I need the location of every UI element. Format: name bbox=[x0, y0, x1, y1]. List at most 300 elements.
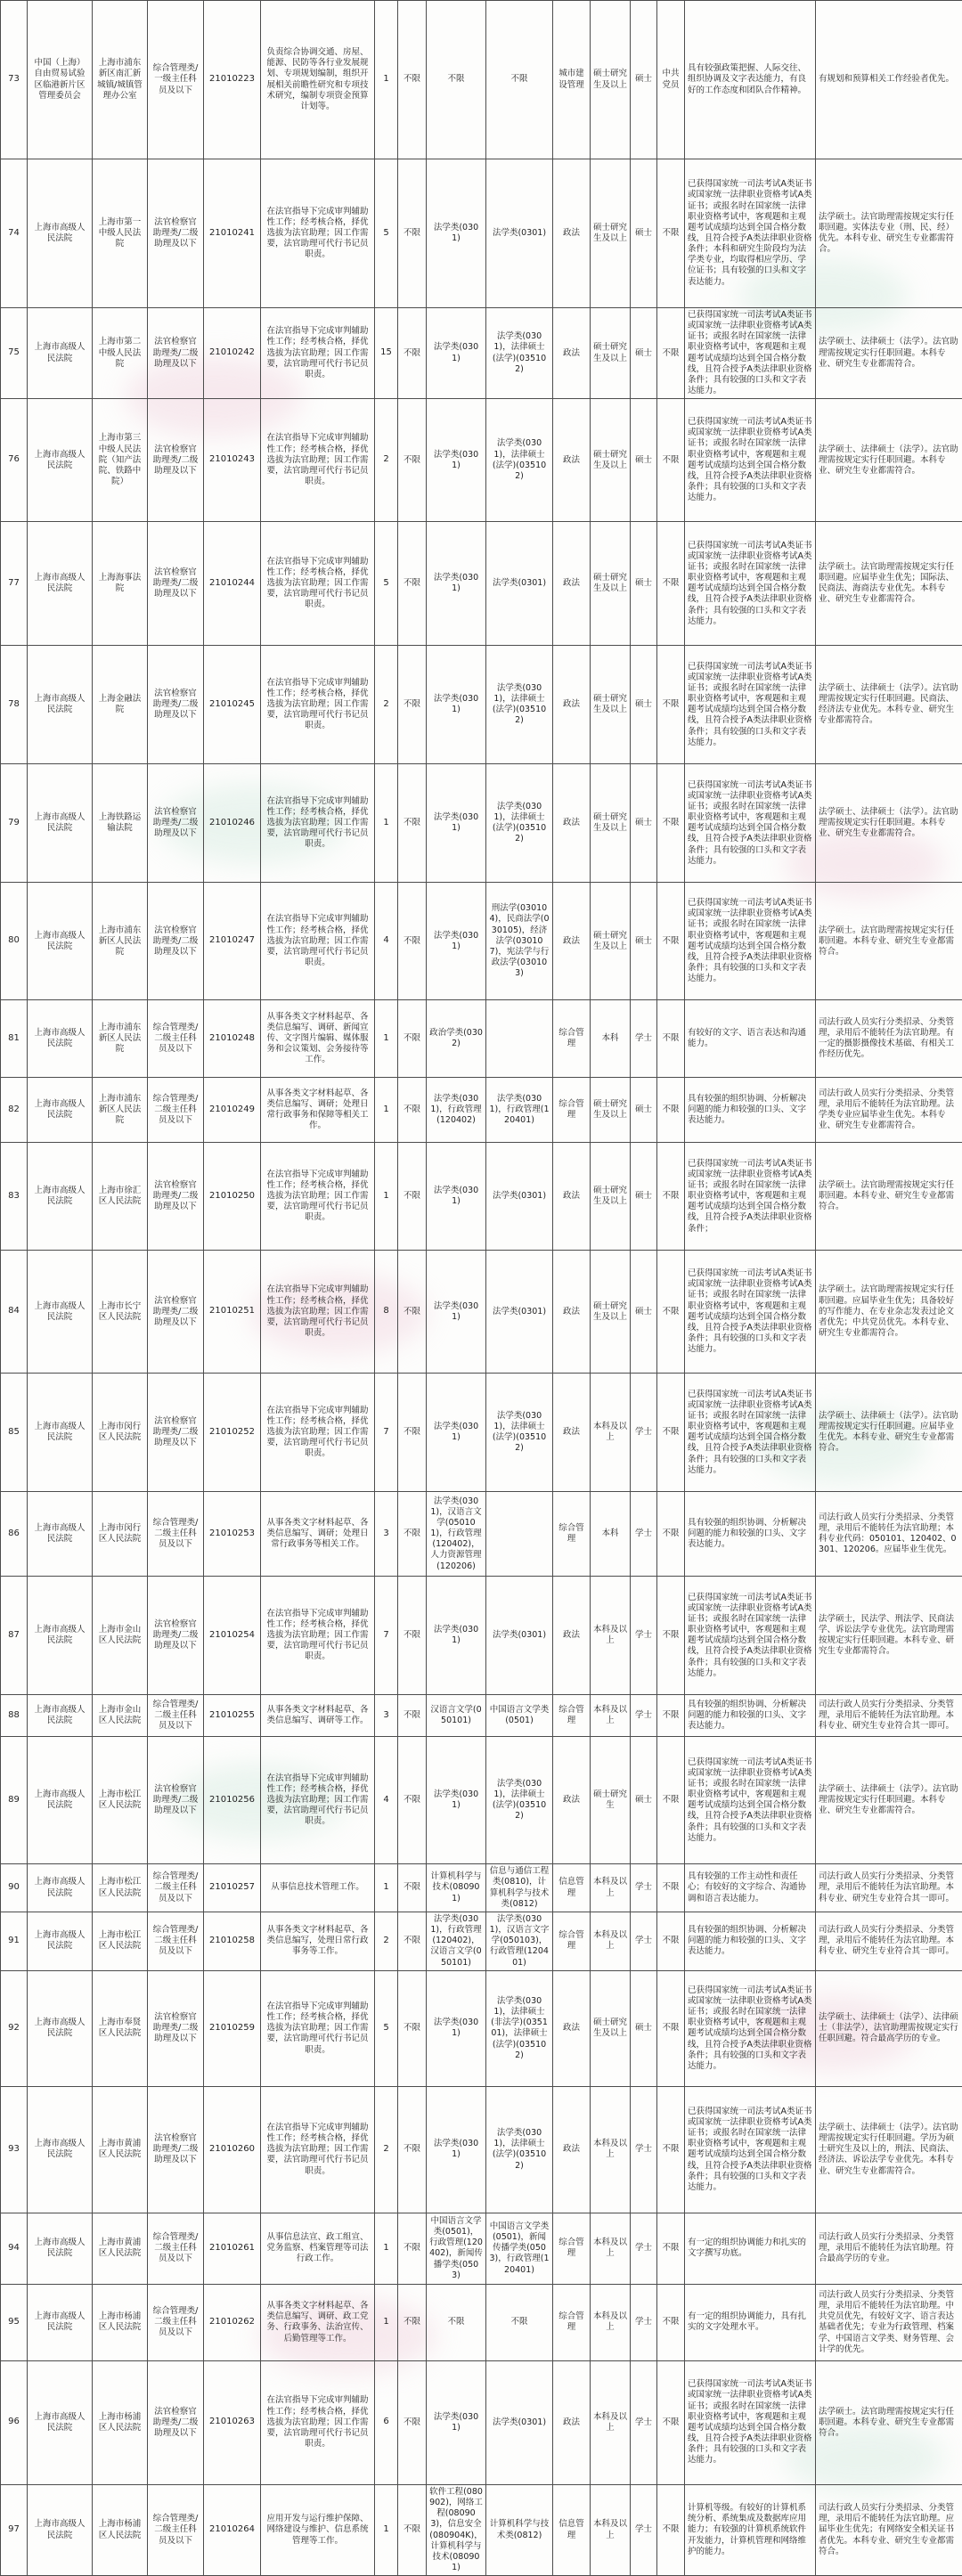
cell-duties: 在法官指导下完成审判辅助性工作；经考核合格，择优选拔为法官助理；因工作需要，法官助理可代行书记员职责。 bbox=[261, 1374, 375, 1492]
table-row bbox=[1, 646, 962, 764]
cell-count: 5 bbox=[375, 522, 398, 646]
cell-position: 法官检察官助理类/二级助理及以下 bbox=[148, 522, 204, 646]
cell-grassroots: 不限 bbox=[398, 1078, 427, 1143]
cell-remarks: 法学硕士、法律硕士（法学）、法律硕士（非法学），法官助理需按规定实行任职回避。符合最高学历的专业。 bbox=[816, 1970, 962, 2086]
cell-agency: 上海市高级人民法院 bbox=[28, 1737, 93, 1864]
cell-degree: 学士 bbox=[631, 1912, 657, 1970]
cell-no: 90 bbox=[1, 1864, 28, 1912]
cell-degree: 硕士 bbox=[631, 522, 657, 646]
cell-duties: 在法官指导下完成审判辅助性工作；经考核合格，择优选拔为法官助理；因工作需要，法官助理可代行书记员职责。 bbox=[261, 764, 375, 883]
cell-education: 本科及以上 bbox=[591, 1577, 631, 1695]
cell-code: 21010249 bbox=[204, 1078, 261, 1143]
cell-master-major: 不限 bbox=[486, 1, 553, 159]
cell-code: 21010262 bbox=[204, 2284, 261, 2360]
cell-grassroots: 不限 bbox=[398, 1577, 427, 1695]
cell-political: 不限 bbox=[657, 2086, 685, 2213]
cell-no: 80 bbox=[1, 883, 28, 1000]
cell-grassroots: 不限 bbox=[398, 308, 427, 399]
cell-bachelor-major: 法学类(0301) bbox=[427, 308, 486, 399]
cell-bachelor-major: 汉语言文学(050101) bbox=[427, 1695, 486, 1737]
cell-remarks: 法学硕士。法官助理需按规定实行任职回避。应届毕业生优先；具备较好的写作能力、在专业杂志发表过论文者优先；中共党员优先。本科专业、研究生专业都需符合。 bbox=[816, 1251, 962, 1374]
cell-position: 法官检察官助理类/二级助理及以下 bbox=[148, 646, 204, 764]
cell-qualifications: 已获得国家统一司法考试A类证书或国家统一法律职业资格考试A类证书；或报名时在国家统一法律职业资格考试中，客观题和主观题考试成绩均达到全国合格分数线，且符合授予A类法律职业资格条件；具有较强的口头和文字表达能力。 bbox=[685, 2360, 816, 2484]
cell-bachelor-major: 法学类(0301) bbox=[427, 1970, 486, 2086]
cell-remarks: 司法行政人员实行分类招录、分类管理，录用后不能转任为法官助理。本科专业、研究生专业符合其一即可。 bbox=[816, 1695, 962, 1737]
cell-bachelor-major: 法学类(0301) bbox=[427, 883, 486, 1000]
cell-code: 21010252 bbox=[204, 1374, 261, 1492]
cell-count: 1 bbox=[375, 1143, 398, 1251]
cell-unit: 上海市第一中级人民法院 bbox=[93, 159, 148, 308]
cell-grassroots: 不限 bbox=[398, 2086, 427, 2213]
cell-no: 91 bbox=[1, 1912, 28, 1970]
cell-count: 1 bbox=[375, 1078, 398, 1143]
cell-code: 21010258 bbox=[204, 1912, 261, 1970]
cell-degree: 学士 bbox=[631, 1374, 657, 1492]
cell-qualifications: 具有较强的组织协调、分析解决问题的能力和较强的口头、文字表达能力。 bbox=[685, 1695, 816, 1737]
cell-remarks: 法学硕士、法律硕士（法学）。法官助理需按规定实行任职回避。学历为硕士研究生及以上的，刑法、民商法、经济法、诉讼法学专业优先。本科专业、研究生专业都需符合。 bbox=[816, 2086, 962, 2213]
cell-agency: 中国（上海）自由贸易试验区临港新片区管理委员会 bbox=[28, 1, 93, 159]
cell-count: 1 bbox=[375, 1000, 398, 1078]
cell-unit: 上海市浦东新区人民法院 bbox=[93, 1000, 148, 1078]
cell-education: 硕士研究生及以上 bbox=[591, 308, 631, 399]
cell-unit: 上海市浦东新区南汇新城镇/城镇管理办公室 bbox=[93, 1, 148, 159]
cell-position: 综合管理类/二级主任科员及以下 bbox=[148, 1492, 204, 1577]
cell-code: 21010246 bbox=[204, 764, 261, 883]
cell-political: 不限 bbox=[657, 646, 685, 764]
table-row bbox=[1, 1143, 962, 1251]
cell-count: 7 bbox=[375, 1577, 398, 1695]
cell-education: 硕士研究生及以上 bbox=[591, 399, 631, 522]
cell-no: 82 bbox=[1, 1078, 28, 1143]
cell-bachelor-major: 法学类(0301)，行政管理(120402) bbox=[427, 1078, 486, 1143]
cell-grassroots: 不限 bbox=[398, 1143, 427, 1251]
table-row bbox=[1, 1970, 962, 2086]
cell-agency: 上海市高级人民法院 bbox=[28, 1143, 93, 1251]
cell-education: 硕士研究生及以上 bbox=[591, 159, 631, 308]
cell-qualifications: 已获得国家统一司法考试A类证书或国家统一法律职业资格考试A类证书；或报名时在国家统一法律职业资格考试中，客观题和主观题考试成绩均达到全国合格分数线，且符合授予A类法律职业资格条件； bbox=[685, 1143, 816, 1251]
cell-master-major: 法学类(0301) bbox=[486, 1251, 553, 1374]
cell-no: 92 bbox=[1, 1970, 28, 2086]
cell-remarks: 法学硕士。法官助理需按规定实行任职回避。本科专业、研究生专业都需符合。 bbox=[816, 2360, 962, 2484]
cell-grassroots: 不限 bbox=[398, 1251, 427, 1374]
cell-bachelor-major: 法学类(0301) bbox=[427, 764, 486, 883]
cell-duties: 应用开发与运行维护保障、网络建设与维护、信息系统管理等工作。 bbox=[261, 2484, 375, 2575]
cell-duties: 在法官指导下完成审判辅助性工作；经考核合格，择优选拔为法官助理；因工作需要，法官助理可代行书记员职责。 bbox=[261, 1737, 375, 1864]
cell-education: 本科及以上 bbox=[591, 1864, 631, 1912]
cell-remarks: 司法行政人员实行分类招录、分类管理，录用后不能转任为法官助理。符合最高学历的专业。 bbox=[816, 2213, 962, 2284]
table-row bbox=[1, 2213, 962, 2284]
cell-position: 法官检察官助理类/二级助理及以下 bbox=[148, 1970, 204, 2086]
cell-no: 89 bbox=[1, 1737, 28, 1864]
cell-master-major: 信息与通信工程类(0810)，计算机科学与技术类(0812) bbox=[486, 1864, 553, 1912]
cell-count: 5 bbox=[375, 1970, 398, 2086]
cell-count: 4 bbox=[375, 883, 398, 1000]
cell-qualifications: 已获得国家统一司法考试A类证书或国家统一法律职业资格考试A类证书；或报名时在国家统一法律职业资格考试中，客观题和主观题考试成绩均达到全国合格分数线，且符合授予A类法律职业资格条件；具有较强的口头和文字表达能力。 bbox=[685, 308, 816, 399]
cell-duties: 从事各类文字材料起草、各类信息编写、调研、新闻宣传、文字图片编辑、媒体服务和会议策划、会务接待等工作。 bbox=[261, 1000, 375, 1078]
cell-duties: 在法官指导下完成审判辅助性工作；经考核合格，择优选拔为法官助理；因工作需要，法官助理可代行书记员职责。 bbox=[261, 1143, 375, 1251]
cell-qualifications: 已获得国家统一司法考试A类证书或国家统一法律职业资格考试A类证书；或报名时在国家统一法律职业资格考试中，客观题和主观题考试成绩均达到全国合格分数线，且符合授予A类法律职业资格条件；具有较强的口头和文字表达能力。 bbox=[685, 399, 816, 522]
cell-agency: 上海市高级人民法院 bbox=[28, 764, 93, 883]
cell-position: 法官检察官助理类/二级助理及以下 bbox=[148, 883, 204, 1000]
cell-qualifications: 有一定的组织协调能力和扎实的文字撰写功底。 bbox=[685, 2213, 816, 2284]
cell-political: 不限 bbox=[657, 2213, 685, 2284]
table-row bbox=[1, 1000, 962, 1078]
cell-agency: 上海市高级人民法院 bbox=[28, 1970, 93, 2086]
cell-position: 综合管理类/二级主任科员及以下 bbox=[148, 1912, 204, 1970]
cell-duties: 负责综合协调交通、房屋、能源、民防等各行业发展规划、专项规划编制，组织开展相关前瞻性研究和专项技术研究，编制专项资金预算计划等。 bbox=[261, 1, 375, 159]
cell-education: 本科及以上 bbox=[591, 2086, 631, 2213]
cell-education: 本科及以上 bbox=[591, 1374, 631, 1492]
cell-education: 硕士研究生及以上 bbox=[591, 1970, 631, 2086]
cell-duties: 在法官指导下完成审判辅助性工作；经考核合格，择优选拔为法官助理；因工作需要，法官助理可代行书记员职责。 bbox=[261, 1251, 375, 1374]
cell-count: 7 bbox=[375, 1374, 398, 1492]
cell-position: 法官检察官助理类/二级助理及以下 bbox=[148, 2086, 204, 2213]
cell-agency: 上海市高级人民法院 bbox=[28, 2284, 93, 2360]
cell-no: 88 bbox=[1, 1695, 28, 1737]
cell-exam-category: 政法 bbox=[553, 308, 591, 399]
cell-no: 96 bbox=[1, 2360, 28, 2484]
cell-degree: 学士 bbox=[631, 2086, 657, 2213]
cell-bachelor-major: 法学类(0301) bbox=[427, 159, 486, 308]
cell-no: 85 bbox=[1, 1374, 28, 1492]
cell-code: 21010248 bbox=[204, 1000, 261, 1078]
cell-degree: 硕士 bbox=[631, 1078, 657, 1143]
cell-degree: 硕士 bbox=[631, 308, 657, 399]
cell-master-major: 刑法学(030104)，民商法学(030105)，经济法学(030107)，宪法学与行政法学(030103) bbox=[486, 883, 553, 1000]
cell-duties: 在法官指导下完成审判辅助性工作；经考核合格，择优选拔为法官助理；因工作需要，法官助理可代行书记员职责。 bbox=[261, 308, 375, 399]
cell-unit: 上海市杨浦区人民法院 bbox=[93, 2284, 148, 2360]
cell-code: 21010242 bbox=[204, 308, 261, 399]
cell-master-major: 法学类(0301)，法律硕士(法学)(035102) bbox=[486, 1737, 553, 1864]
cell-bachelor-major: 法学类(0301) bbox=[427, 646, 486, 764]
cell-code: 21010245 bbox=[204, 646, 261, 764]
cell-qualifications: 有较好的文字、语言表达和沟通能力。 bbox=[685, 1000, 816, 1078]
cell-no: 74 bbox=[1, 159, 28, 308]
cell-political: 不限 bbox=[657, 159, 685, 308]
cell-education: 硕士研究生及以上 bbox=[591, 1078, 631, 1143]
cell-exam-category: 政法 bbox=[553, 646, 591, 764]
cell-master-major: 法学类(0301) bbox=[486, 2360, 553, 2484]
cell-unit: 上海市浦东新区人民法院 bbox=[93, 1078, 148, 1143]
cell-grassroots: 不限 bbox=[398, 2484, 427, 2575]
cell-position: 法官检察官助理类/二级助理及以下 bbox=[148, 764, 204, 883]
cell-education: 硕士研究生 bbox=[591, 1737, 631, 1864]
cell-remarks: 司法行政人员实行分类招录、分类管理，录用后不能转任为法官助理。本科专业、研究生专业符合其一即可。 bbox=[816, 1864, 962, 1912]
cell-position: 综合管理类/一级主任科员及以下 bbox=[148, 1, 204, 159]
cell-qualifications: 已获得国家统一司法考试A类证书或国家统一法律职业资格考试A类证书；或报名时在国家统一法律职业资格考试中，客观题和主观题考试成绩均达到全国合格分数线，且符合授予A类法律职业资格条件；具有较强的口头和文字表达能力。 bbox=[685, 646, 816, 764]
cell-remarks: 法学硕士。法官助理需按规定实行任职回避。应届毕业生优先；国际法、民商法、海商法专业优先。本科专业、研究生专业都需符合。 bbox=[816, 522, 962, 646]
cell-political: 不限 bbox=[657, 1864, 685, 1912]
cell-grassroots: 不限 bbox=[398, 159, 427, 308]
cell-political: 不限 bbox=[657, 1078, 685, 1143]
cell-exam-category: 政法 bbox=[553, 1970, 591, 2086]
cell-degree: 硕士 bbox=[631, 646, 657, 764]
cell-qualifications: 已获得国家统一司法考试A类证书或国家统一法律职业资格考试A类证书；或报名时在国家统一法律职业资格考试中，客观题和主观题考试成绩均达到全国合格分数线，且符合授予A类法律职业资格条件；具有较强的口头和文字表达能力。 bbox=[685, 1577, 816, 1695]
cell-duties: 在法官指导下完成审判辅助性工作；经考核合格，择优选拔为法官助理；因工作需要，法官助理可代行书记员职责。 bbox=[261, 1577, 375, 1695]
cell-unit: 上海市长宁区人民法院 bbox=[93, 1251, 148, 1374]
cell-agency: 上海市高级人民法院 bbox=[28, 159, 93, 308]
cell-political: 不限 bbox=[657, 308, 685, 399]
cell-grassroots: 不限 bbox=[398, 2284, 427, 2360]
cell-qualifications: 已获得国家统一司法考试A类证书或国家统一法律职业资格考试A类证书；或报名时在国家统一法律职业资格考试中，客观题和主观题考试成绩均达到全国合格分数线，且符合授予A类法律职业资格条件；本科和研究生阶段均为法学类专业，均取得相应学历、学位证书；具有较强的口头和文字表达能力。 bbox=[685, 159, 816, 308]
cell-unit: 上海市松江区人民法院 bbox=[93, 1864, 148, 1912]
cell-agency: 上海市高级人民法院 bbox=[28, 1078, 93, 1143]
cell-education: 硕士研究生及以上 bbox=[591, 522, 631, 646]
cell-remarks: 法学硕士、法律硕士（法学）。法官助理需按规定实行任职回避。民商法、经济法专业优先。本科专业、研究生专业都需符合。 bbox=[816, 646, 962, 764]
cell-code: 21010247 bbox=[204, 883, 261, 1000]
cell-position: 法官检察官助理类/二级助理及以下 bbox=[148, 1577, 204, 1695]
cell-code: 21010243 bbox=[204, 399, 261, 522]
cell-remarks: 法学硕士、法律硕士（法学）。法官助理需按规定实行任职回避。本科专业、研究生专业都需符合。 bbox=[816, 399, 962, 522]
cell-duties: 在法官指导下完成审判辅助性工作；经考核合格，择优选拔为法官助理；因工作需要，法官助理可代行书记员职责。 bbox=[261, 2086, 375, 2213]
cell-qualifications: 已获得国家统一司法考试A类证书或国家统一法律职业资格考试A类证书；或报名时在国家统一法律职业资格考试中，客观题和主观题考试成绩均达到全国合格分数线，且符合授予A类法律职业资格条件；具有较强的口头和文字表达能力。 bbox=[685, 522, 816, 646]
cell-degree: 学士 bbox=[631, 2360, 657, 2484]
cell-duties: 从事各类文字材料起草、各类信息编写、调研；处理日常行政事务和保障等相关工作。 bbox=[261, 1078, 375, 1143]
cell-count: 1 bbox=[375, 1, 398, 159]
cell-code: 21010261 bbox=[204, 2213, 261, 2284]
cell-master-major: 法学类(0301)，汉语言文字学(050103)，行政管理(120401) bbox=[486, 1912, 553, 1970]
cell-education: 本科及以上 bbox=[591, 2484, 631, 2575]
table-row bbox=[1, 308, 962, 399]
cell-political: 不限 bbox=[657, 2484, 685, 2575]
cell-code: 21010259 bbox=[204, 1970, 261, 2086]
cell-agency: 上海市高级人民法院 bbox=[28, 1374, 93, 1492]
cell-bachelor-major: 法学类(0301) bbox=[427, 399, 486, 522]
cell-political: 不限 bbox=[657, 1912, 685, 1970]
cell-bachelor-major: 法学类(0301) bbox=[427, 1577, 486, 1695]
cell-unit: 上海市奉贤区人民法院 bbox=[93, 1970, 148, 2086]
cell-count: 2 bbox=[375, 646, 398, 764]
cell-master-major: 计算机科学与技术类(0812) bbox=[486, 2484, 553, 2575]
cell-degree: 学士 bbox=[631, 1695, 657, 1737]
cell-count: 1 bbox=[375, 2484, 398, 2575]
cell-remarks: 司法行政人员实行分类招录、分类管理，录用后不能转任为法官助理。应届毕业生优先；有网络安全相关证书者优先。本科专业、研究生专业都需符合。 bbox=[816, 2484, 962, 2575]
cell-qualifications: 计算机等级。有较好的计算机系统分析、系统集成及数据库应用能力；有较强的计算机系统软件开发能力，计算机管理和网络维护的能力。 bbox=[685, 2484, 816, 2575]
cell-remarks: 司法行政人员实行分类招录、分类管理，录用后不能转任为法官助理；本科专业代码：050101、120402、0301、120206。应届毕业生优先。 bbox=[816, 1492, 962, 1577]
cell-political: 不限 bbox=[657, 399, 685, 522]
cell-agency: 上海市高级人民法院 bbox=[28, 522, 93, 646]
cell-qualifications: 具有较强的组织协调、分析解决问题的能力和较强的口头、文字表达能力。 bbox=[685, 1492, 816, 1577]
cell-code: 21010241 bbox=[204, 159, 261, 308]
cell-qualifications: 具有较强的组织协调、分析解决问题的能力和较强的口头、文字表达能力。 bbox=[685, 1078, 816, 1143]
cell-grassroots: 不限 bbox=[398, 1374, 427, 1492]
cell-unit: 上海市杨浦区人民法院 bbox=[93, 2360, 148, 2484]
table-row bbox=[1, 159, 962, 308]
cell-no: 86 bbox=[1, 1492, 28, 1577]
cell-master-major: 法学类(0301) bbox=[486, 1143, 553, 1251]
cell-qualifications: 已获得国家统一司法考试A类证书或国家统一法律职业资格考试A类证书；或报名时在国家统一法律职业资格考试中，客观题和主观题考试成绩均达到全国合格分数线，且符合授予A类法律职业资格条件；具有较强的口头和文字表达能力。 bbox=[685, 883, 816, 1000]
cell-code: 21010250 bbox=[204, 1143, 261, 1251]
cell-position: 法官检察官助理类/二级助理及以下 bbox=[148, 1251, 204, 1374]
cell-political: 不限 bbox=[657, 2360, 685, 2484]
cell-duties: 在法官指导下完成审判辅助性工作；经考核合格，择优选拔为法官助理；因工作需要，法官助理可代行书记员职责。 bbox=[261, 522, 375, 646]
cell-no: 93 bbox=[1, 2086, 28, 2213]
cell-political: 不限 bbox=[657, 764, 685, 883]
cell-exam-category: 政法 bbox=[553, 764, 591, 883]
cell-degree: 学士 bbox=[631, 1000, 657, 1078]
cell-remarks: 司法行政人员实行分类招录、分类管理，录用后不能转任为法官助理。有一定的摄影摄像技术基础、有相关工作经历优先。 bbox=[816, 1000, 962, 1078]
cell-political: 不限 bbox=[657, 1737, 685, 1864]
cell-unit: 上海市闵行区人民法院 bbox=[93, 1374, 148, 1492]
cell-agency: 上海市高级人民法院 bbox=[28, 646, 93, 764]
cell-education: 本科及以上 bbox=[591, 2213, 631, 2284]
cell-grassroots: 不限 bbox=[398, 2213, 427, 2284]
cell-position: 综合管理类/二级主任科员及以下 bbox=[148, 1078, 204, 1143]
cell-code: 21010251 bbox=[204, 1251, 261, 1374]
cell-position: 法官检察官助理类/二级助理及以下 bbox=[148, 1143, 204, 1251]
cell-unit: 上海金融法院 bbox=[93, 646, 148, 764]
cell-count: 6 bbox=[375, 2360, 398, 2484]
cell-unit: 上海市杨浦区人民法院 bbox=[93, 2484, 148, 2575]
cell-agency: 上海市高级人民法院 bbox=[28, 1000, 93, 1078]
cell-unit: 上海市第三中级人民法院（知产法院、铁路中院） bbox=[93, 399, 148, 522]
cell-unit: 上海市徐汇区人民法院 bbox=[93, 1143, 148, 1251]
cell-political: 不限 bbox=[657, 1695, 685, 1737]
cell-remarks: 司法行政人员实行分类招录、分类管理，录用后不能转任为法官助理。法学类专业应届毕业生优先。本科专业、研究生专业都需符合。 bbox=[816, 1078, 962, 1143]
cell-education: 硕士研究生及以上 bbox=[591, 1251, 631, 1374]
cell-agency: 上海市高级人民法院 bbox=[28, 1577, 93, 1695]
cell-code: 21010260 bbox=[204, 2086, 261, 2213]
cell-remarks: 法学硕士、法律硕士（法学）。法官助理需按规定实行任职回避。本科专业、研究生专业都需符合。 bbox=[816, 764, 962, 883]
table-row bbox=[1, 2284, 962, 2360]
cell-unit: 上海市松江区人民法院 bbox=[93, 1737, 148, 1864]
cell-bachelor-major: 政治学类(0302) bbox=[427, 1000, 486, 1078]
job-position-table-body bbox=[1, 1, 962, 2576]
table-row bbox=[1, 1492, 962, 1577]
cell-degree: 硕士 bbox=[631, 1737, 657, 1864]
cell-count: 8 bbox=[375, 1251, 398, 1374]
cell-qualifications: 已获得国家统一司法考试A类证书或国家统一法律职业资格考试A类证书；或报名时在国家统一法律职业资格考试中，客观题和主观题考试成绩均达到全国合格分数线，且符合授予A类法律职业资格条件；具有较强的口头和文字表达能力。 bbox=[685, 764, 816, 883]
cell-no: 79 bbox=[1, 764, 28, 883]
cell-qualifications: 具有较强的工作主动性和责任心；有较好的文字综合、沟通协调和语言表达能力。 bbox=[685, 1864, 816, 1912]
cell-no: 94 bbox=[1, 2213, 28, 2284]
cell-no: 84 bbox=[1, 1251, 28, 1374]
cell-code: 21010256 bbox=[204, 1737, 261, 1864]
cell-grassroots: 不限 bbox=[398, 646, 427, 764]
cell-grassroots: 不限 bbox=[398, 399, 427, 522]
table-row bbox=[1, 883, 962, 1000]
cell-bachelor-major: 法学类(0301) bbox=[427, 2086, 486, 2213]
cell-agency: 上海市高级人民法院 bbox=[28, 2360, 93, 2484]
cell-no: 81 bbox=[1, 1000, 28, 1078]
cell-bachelor-major: 法学类(0301) bbox=[427, 1374, 486, 1492]
cell-position: 综合管理类/二级主任科员及以下 bbox=[148, 1864, 204, 1912]
cell-duties: 从事各类文字材料起草、各类信息编写、调研、政工党务、行政事务、法治宣传、后勤管理等工作。 bbox=[261, 2284, 375, 2360]
cell-qualifications: 有一定的组织协调能力，具有扎实的文字处理水平。 bbox=[685, 2284, 816, 2360]
cell-count: 1 bbox=[375, 1864, 398, 1912]
cell-exam-category: 政法 bbox=[553, 1577, 591, 1695]
cell-qualifications: 具有较强政策把握、人际交往、组织协调及文字表达能力，有良好的工作态度和团队合作精神。 bbox=[685, 1, 816, 159]
cell-remarks: 有规划和预算相关工作经验者优先。 bbox=[816, 1, 962, 159]
cell-political: 不限 bbox=[657, 1251, 685, 1374]
cell-agency: 上海市高级人民法院 bbox=[28, 883, 93, 1000]
cell-agency: 上海市高级人民法院 bbox=[28, 1912, 93, 1970]
cell-agency: 上海市高级人民法院 bbox=[28, 2484, 93, 2575]
cell-degree: 硕士 bbox=[631, 159, 657, 308]
cell-exam-category: 政法 bbox=[553, 883, 591, 1000]
cell-master-major: 法学类(0301) bbox=[486, 522, 553, 646]
cell-count: 2 bbox=[375, 2086, 398, 2213]
cell-education: 本科 bbox=[591, 1492, 631, 1577]
cell-bachelor-major: 法学类(0301) bbox=[427, 522, 486, 646]
cell-unit: 上海市松江区人民法院 bbox=[93, 1912, 148, 1970]
cell-position: 法官检察官助理类/二级助理及以下 bbox=[148, 1374, 204, 1492]
cell-remarks: 法学硕士、法律硕士（法学）。法官助理需按规定实行任职回避。本科专业、研究生专业都需符合。 bbox=[816, 1737, 962, 1864]
cell-bachelor-major: 不限 bbox=[427, 2284, 486, 2360]
cell-exam-category: 信息管理 bbox=[553, 2484, 591, 2575]
cell-qualifications: 已获得国家统一司法考试A类证书或国家统一法律职业资格考试A类证书；或报名时在国家统一法律职业资格考试中，客观题和主观题考试成绩均达到全国合格分数线，且符合授予A类法律职业资格条件；具有较强的口头和文字表达能力。 bbox=[685, 1737, 816, 1864]
cell-degree: 学士 bbox=[631, 2213, 657, 2284]
table-row bbox=[1, 2086, 962, 2213]
cell-bachelor-major: 法学类(0301) bbox=[427, 2360, 486, 2484]
cell-master-major: 中国语言文学类(0501)，新闻传播学类(0503)，行政管理(120401) bbox=[486, 2213, 553, 2284]
cell-qualifications: 已获得国家统一司法考试A类证书或国家统一法律职业资格考试A类证书；或报名时在国家统一法律职业资格考试中，客观题和主观题考试成绩均达到全国合格分数线，且符合授予A类法律职业资格条件；具有较强的口头和文字表达能力。 bbox=[685, 1970, 816, 2086]
cell-bachelor-major: 法学类(0301) bbox=[427, 1251, 486, 1374]
cell-code: 21010255 bbox=[204, 1695, 261, 1737]
cell-grassroots: 不限 bbox=[398, 764, 427, 883]
table-row bbox=[1, 1912, 962, 1970]
cell-remarks: 法学硕士。法官助理需按规定实行任职回避。本科专业、研究生专业都需符合。 bbox=[816, 883, 962, 1000]
cell-political: 不限 bbox=[657, 1492, 685, 1577]
table-row bbox=[1, 1577, 962, 1695]
cell-no: 73 bbox=[1, 1, 28, 159]
cell-master-major: 法学类(0301)，法律硕士(法学)(035102) bbox=[486, 2086, 553, 2213]
cell-no: 87 bbox=[1, 1577, 28, 1695]
cell-duties: 在法官指导下完成审判辅助性工作；经考核合格，择优选拔为法官助理；因工作需要，法官助理可代行书记员职责。 bbox=[261, 159, 375, 308]
cell-position: 综合管理类/二级主任科员及以下 bbox=[148, 1000, 204, 1078]
cell-duties: 在法官指导下完成审判辅助性工作；经考核合格，择优选拔为法官助理；因工作需要，法官助理可代行书记员职责。 bbox=[261, 646, 375, 764]
cell-duties: 从事信息技术管理工作。 bbox=[261, 1864, 375, 1912]
cell-grassroots: 不限 bbox=[398, 522, 427, 646]
cell-bachelor-major: 法学类(0301)，行政管理(120402)，汉语言文学(050101) bbox=[427, 1912, 486, 1970]
cell-bachelor-major: 法学类(0301) bbox=[427, 1143, 486, 1251]
cell-code: 21010254 bbox=[204, 1577, 261, 1695]
cell-bachelor-major: 软件工程(080902)，网络工程(080903)，信息安全(080904K)，计算机科学与技术(080901) bbox=[427, 2484, 486, 2575]
cell-master-major bbox=[486, 1000, 553, 1078]
cell-master-major: 法学类(0301)，行政管理(120401) bbox=[486, 1078, 553, 1143]
cell-no: 83 bbox=[1, 1143, 28, 1251]
cell-bachelor-major: 中国语言文学类(0501)，行政管理(120402)，新闻传播学类(0503) bbox=[427, 2213, 486, 2284]
cell-exam-category: 综合管理 bbox=[553, 2284, 591, 2360]
cell-count: 5 bbox=[375, 159, 398, 308]
cell-count: 1 bbox=[375, 2284, 398, 2360]
cell-degree: 硕士 bbox=[631, 1, 657, 159]
cell-master-major: 不限 bbox=[486, 2284, 553, 2360]
cell-political: 不限 bbox=[657, 1143, 685, 1251]
cell-position: 综合管理类/二级主任科员及以下 bbox=[148, 2284, 204, 2360]
cell-position: 综合管理类/二级主任科员及以下 bbox=[148, 2484, 204, 2575]
cell-qualifications: 具有较强的组织协调、分析解决问题的能力和较强的口头、文字表达能力。 bbox=[685, 1912, 816, 1970]
cell-count: 4 bbox=[375, 1737, 398, 1864]
cell-count: 1 bbox=[375, 2213, 398, 2284]
table-row bbox=[1, 2360, 962, 2484]
cell-exam-category: 政法 bbox=[553, 1251, 591, 1374]
cell-count: 15 bbox=[375, 308, 398, 399]
cell-exam-category: 综合管理 bbox=[553, 1078, 591, 1143]
cell-position: 法官检察官助理类/二级助理及以下 bbox=[148, 1737, 204, 1864]
cell-remarks: 司法行政人员实行分类招录、分类管理，录用后不能转任为法官助理。中共党员优先，有较好文字、语言表达基础者优先；专业为行政管理、档案学、中国语言文学类、财务管理、会计学的优先。 bbox=[816, 2284, 962, 2360]
table-row bbox=[1, 1864, 962, 1912]
cell-exam-category: 政法 bbox=[553, 2360, 591, 2484]
cell-unit: 上海市金山区人民法院 bbox=[93, 1695, 148, 1737]
cell-grassroots: 不限 bbox=[398, 1864, 427, 1912]
cell-exam-category: 政法 bbox=[553, 159, 591, 308]
cell-grassroots: 不限 bbox=[398, 2360, 427, 2484]
cell-degree: 学士 bbox=[631, 1577, 657, 1695]
table-row bbox=[1, 399, 962, 522]
cell-code: 21010244 bbox=[204, 522, 261, 646]
cell-education: 硕士研究生及以上 bbox=[591, 764, 631, 883]
